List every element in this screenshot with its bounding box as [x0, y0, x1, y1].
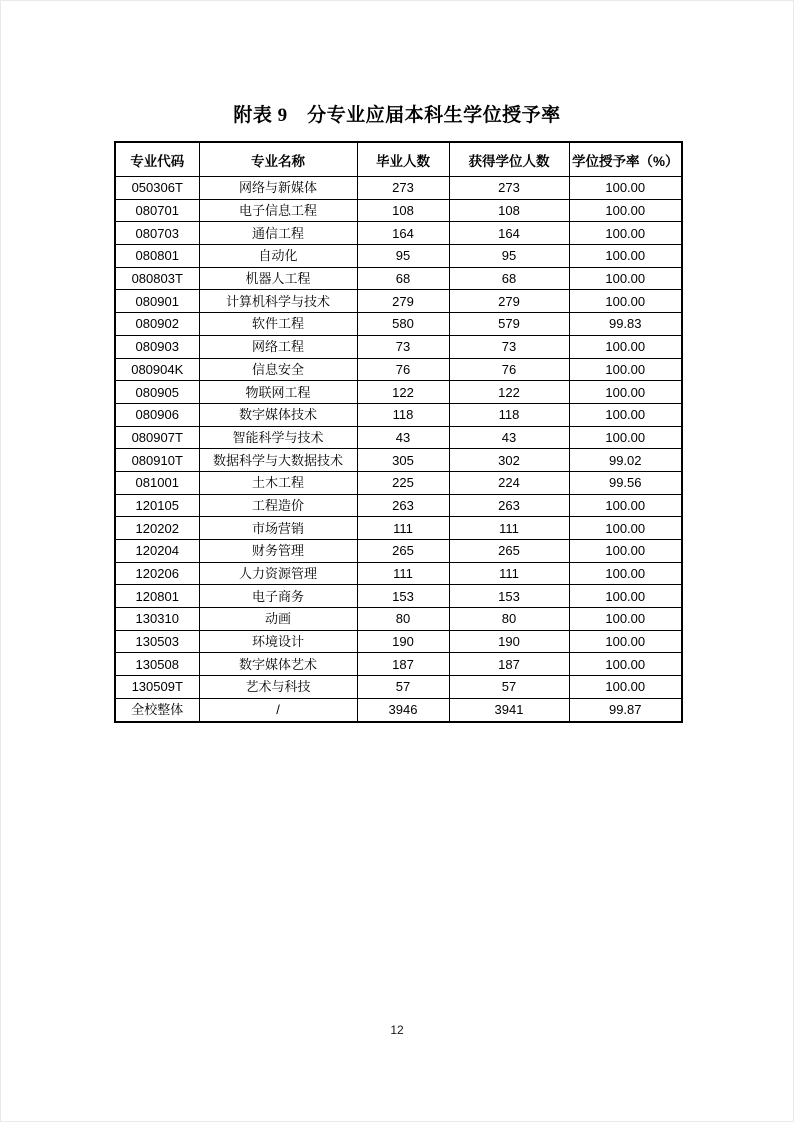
- table-cell: 111: [357, 562, 449, 585]
- table-row: [115, 403, 682, 426]
- table-row: [115, 381, 682, 404]
- table-cell: 050306T: [115, 177, 199, 200]
- table-cell: 100.00: [569, 267, 682, 290]
- table-cell: 99.56: [569, 471, 682, 494]
- table-cell: 164: [449, 222, 569, 245]
- table-cell: 080904K: [115, 358, 199, 381]
- table-row: [115, 676, 682, 699]
- table-cell: 80: [449, 608, 569, 631]
- table-row: [115, 630, 682, 653]
- table-cell: 68: [449, 267, 569, 290]
- table-cell: 120202: [115, 517, 199, 540]
- table-cell: 187: [449, 653, 569, 676]
- table-cell: 080910T: [115, 449, 199, 472]
- table-cell: 物联网工程: [199, 381, 357, 404]
- table-body: [115, 177, 682, 722]
- table-cell: 99.02: [569, 449, 682, 472]
- table-cell: 100.00: [569, 585, 682, 608]
- table-cell: 57: [449, 676, 569, 699]
- table-cell: 3941: [449, 698, 569, 721]
- table-cell: 全校整体: [115, 698, 199, 721]
- table-cell: 108: [357, 199, 449, 222]
- table-cell: 111: [449, 517, 569, 540]
- table-cell: 225: [357, 471, 449, 494]
- table-cell: 土木工程: [199, 471, 357, 494]
- table-cell: 080803T: [115, 267, 199, 290]
- table-cell: 224: [449, 471, 569, 494]
- table-cell: 43: [357, 426, 449, 449]
- table-cell: 76: [357, 358, 449, 381]
- table-cell: 市场营销: [199, 517, 357, 540]
- table-cell: 190: [449, 630, 569, 653]
- table-cell: 122: [449, 381, 569, 404]
- table-cell: 80: [357, 608, 449, 631]
- table-cell: 100.00: [569, 630, 682, 653]
- table-cell: 100.00: [569, 199, 682, 222]
- table-cell: 智能科学与技术: [199, 426, 357, 449]
- table-cell: 263: [357, 494, 449, 517]
- table-cell: 100.00: [569, 222, 682, 245]
- table-cell: 302: [449, 449, 569, 472]
- table-cell: 120801: [115, 585, 199, 608]
- table-cell: 120105: [115, 494, 199, 517]
- table-cell: 153: [357, 585, 449, 608]
- table-cell: 579: [449, 313, 569, 336]
- table-row: [115, 177, 682, 200]
- degree-conferral-table: [114, 141, 683, 723]
- table-row: [115, 653, 682, 676]
- column-header: 毕业人数: [357, 142, 449, 177]
- table-cell: 190: [357, 630, 449, 653]
- table-row: [115, 608, 682, 631]
- table-row: [115, 199, 682, 222]
- table-row: [115, 698, 682, 721]
- table-cell: 153: [449, 585, 569, 608]
- table-row: [115, 290, 682, 313]
- table-cell: 111: [449, 562, 569, 585]
- table-cell: 数字媒体艺术: [199, 653, 357, 676]
- table-cell: 108: [449, 199, 569, 222]
- table-cell: 3946: [357, 698, 449, 721]
- table-row: [115, 517, 682, 540]
- table-cell: 100.00: [569, 290, 682, 313]
- table-cell: 273: [357, 177, 449, 200]
- table-row: [115, 471, 682, 494]
- table-row: [115, 245, 682, 268]
- table-cell: 信息安全: [199, 358, 357, 381]
- table-head: [115, 142, 682, 177]
- table-cell: 环境设计: [199, 630, 357, 653]
- table-cell: 电子信息工程: [199, 199, 357, 222]
- table-cell: 080703: [115, 222, 199, 245]
- table-cell: 122: [357, 381, 449, 404]
- table-cell: 网络与新媒体: [199, 177, 357, 200]
- table-cell: 100.00: [569, 358, 682, 381]
- column-header: 获得学位人数: [449, 142, 569, 177]
- table-row: [115, 358, 682, 381]
- table-row: [115, 313, 682, 336]
- table-cell: 95: [449, 245, 569, 268]
- table-cell: 120206: [115, 562, 199, 585]
- table-cell: 080905: [115, 381, 199, 404]
- table-cell: 人力资源管理: [199, 562, 357, 585]
- table-cell: 100.00: [569, 494, 682, 517]
- table-cell: 080902: [115, 313, 199, 336]
- table-row: [115, 494, 682, 517]
- table-row: [115, 562, 682, 585]
- column-header: 专业名称: [199, 142, 357, 177]
- table-cell: 43: [449, 426, 569, 449]
- table-cell: 95: [357, 245, 449, 268]
- table-cell: 73: [449, 335, 569, 358]
- table-cell: 130509T: [115, 676, 199, 699]
- table-cell: 68: [357, 267, 449, 290]
- table-cell: 73: [357, 335, 449, 358]
- table-cell: 080701: [115, 199, 199, 222]
- table-cell: 130503: [115, 630, 199, 653]
- table-cell: 265: [357, 540, 449, 563]
- page-title: 附表 9 分专业应届本科生学位授予率: [233, 105, 561, 126]
- table-cell: 自动化: [199, 245, 357, 268]
- table-cell: 100.00: [569, 381, 682, 404]
- table-cell: 100.00: [569, 517, 682, 540]
- table-cell: /: [199, 698, 357, 721]
- table-cell: 100.00: [569, 177, 682, 200]
- column-header: 学位授予率（%）: [569, 142, 682, 177]
- table-cell: 100.00: [569, 653, 682, 676]
- page-number: 12: [390, 1023, 404, 1037]
- table-cell: 财务管理: [199, 540, 357, 563]
- table-cell: 187: [357, 653, 449, 676]
- table-cell: 279: [357, 290, 449, 313]
- table-row: [115, 267, 682, 290]
- table-cell: 580: [357, 313, 449, 336]
- table-cell: 081001: [115, 471, 199, 494]
- table-cell: 100.00: [569, 676, 682, 699]
- table-cell: 080903: [115, 335, 199, 358]
- table-cell: 电子商务: [199, 585, 357, 608]
- table-row: [115, 426, 682, 449]
- table-row: [115, 449, 682, 472]
- table-cell: 273: [449, 177, 569, 200]
- table-cell: 130310: [115, 608, 199, 631]
- table-cell: 数字媒体技术: [199, 403, 357, 426]
- table-cell: 数据科学与大数据技术: [199, 449, 357, 472]
- table-cell: 100.00: [569, 540, 682, 563]
- table-cell: 305: [357, 449, 449, 472]
- table-cell: 网络工程: [199, 335, 357, 358]
- table-cell: 100.00: [569, 335, 682, 358]
- table-cell: 工程造价: [199, 494, 357, 517]
- table-cell: 机器人工程: [199, 267, 357, 290]
- table-cell: 279: [449, 290, 569, 313]
- table-cell: 艺术与科技: [199, 676, 357, 699]
- table-cell: 计算机科学与技术: [199, 290, 357, 313]
- table-cell: 080906: [115, 403, 199, 426]
- table-cell: 118: [357, 403, 449, 426]
- table-cell: 164: [357, 222, 449, 245]
- table-cell: 100.00: [569, 426, 682, 449]
- table-cell: 265: [449, 540, 569, 563]
- column-header: 专业代码: [115, 142, 199, 177]
- table-cell: 99.83: [569, 313, 682, 336]
- table-cell: 通信工程: [199, 222, 357, 245]
- table-cell: 100.00: [569, 608, 682, 631]
- table-cell: 080801: [115, 245, 199, 268]
- table-cell: 57: [357, 676, 449, 699]
- table-cell: 130508: [115, 653, 199, 676]
- table-cell: 111: [357, 517, 449, 540]
- table-row: [115, 540, 682, 563]
- table-cell: 080901: [115, 290, 199, 313]
- table-cell: 120204: [115, 540, 199, 563]
- table-cell: 100.00: [569, 403, 682, 426]
- table-cell: 080907T: [115, 426, 199, 449]
- table-cell: 动画: [199, 608, 357, 631]
- table-cell: 76: [449, 358, 569, 381]
- table-cell: 263: [449, 494, 569, 517]
- table-cell: 99.87: [569, 698, 682, 721]
- table-header-row: [115, 142, 682, 177]
- table-row: [115, 585, 682, 608]
- table-cell: 100.00: [569, 562, 682, 585]
- table-cell: 100.00: [569, 245, 682, 268]
- table-cell: 118: [449, 403, 569, 426]
- table-row: [115, 222, 682, 245]
- table-cell: 软件工程: [199, 313, 357, 336]
- table-row: [115, 335, 682, 358]
